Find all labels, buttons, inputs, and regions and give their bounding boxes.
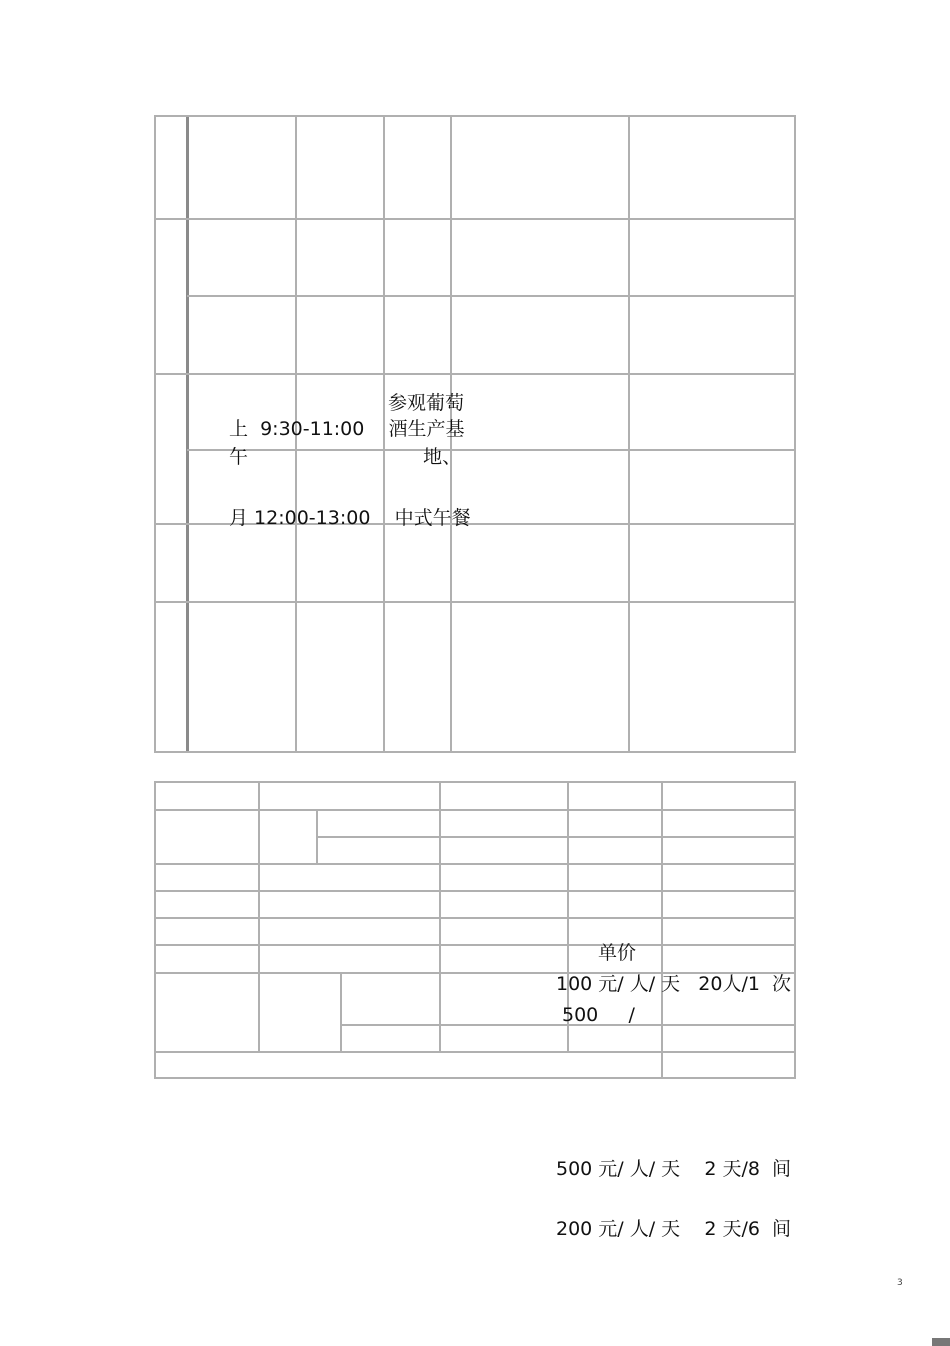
unit-price-label: 单价	[598, 942, 637, 964]
price-500-line: 500 /	[562, 1004, 635, 1026]
page-number: 3	[897, 1278, 903, 1288]
morning-time-line: 上 9:30-11:00 酒生产基	[229, 418, 465, 440]
morning-activity-line3: 午 地、	[229, 446, 462, 468]
page-corner-mark	[932, 1338, 950, 1346]
accommodation-line-2: 200 元/ 人/ 天 2 天/6 间	[556, 1218, 792, 1240]
visit-label-line1: 参观葡萄	[388, 392, 465, 414]
accommodation-line-1: 500 元/ 人/ 天 2 天/8 间	[556, 1158, 792, 1180]
meal-price-line: 100 元/ 人/ 天 20人/1 次	[556, 973, 792, 995]
cost-table	[154, 781, 796, 1079]
lunch-line: 月 12:00-13:00 中式午餐	[229, 507, 471, 529]
